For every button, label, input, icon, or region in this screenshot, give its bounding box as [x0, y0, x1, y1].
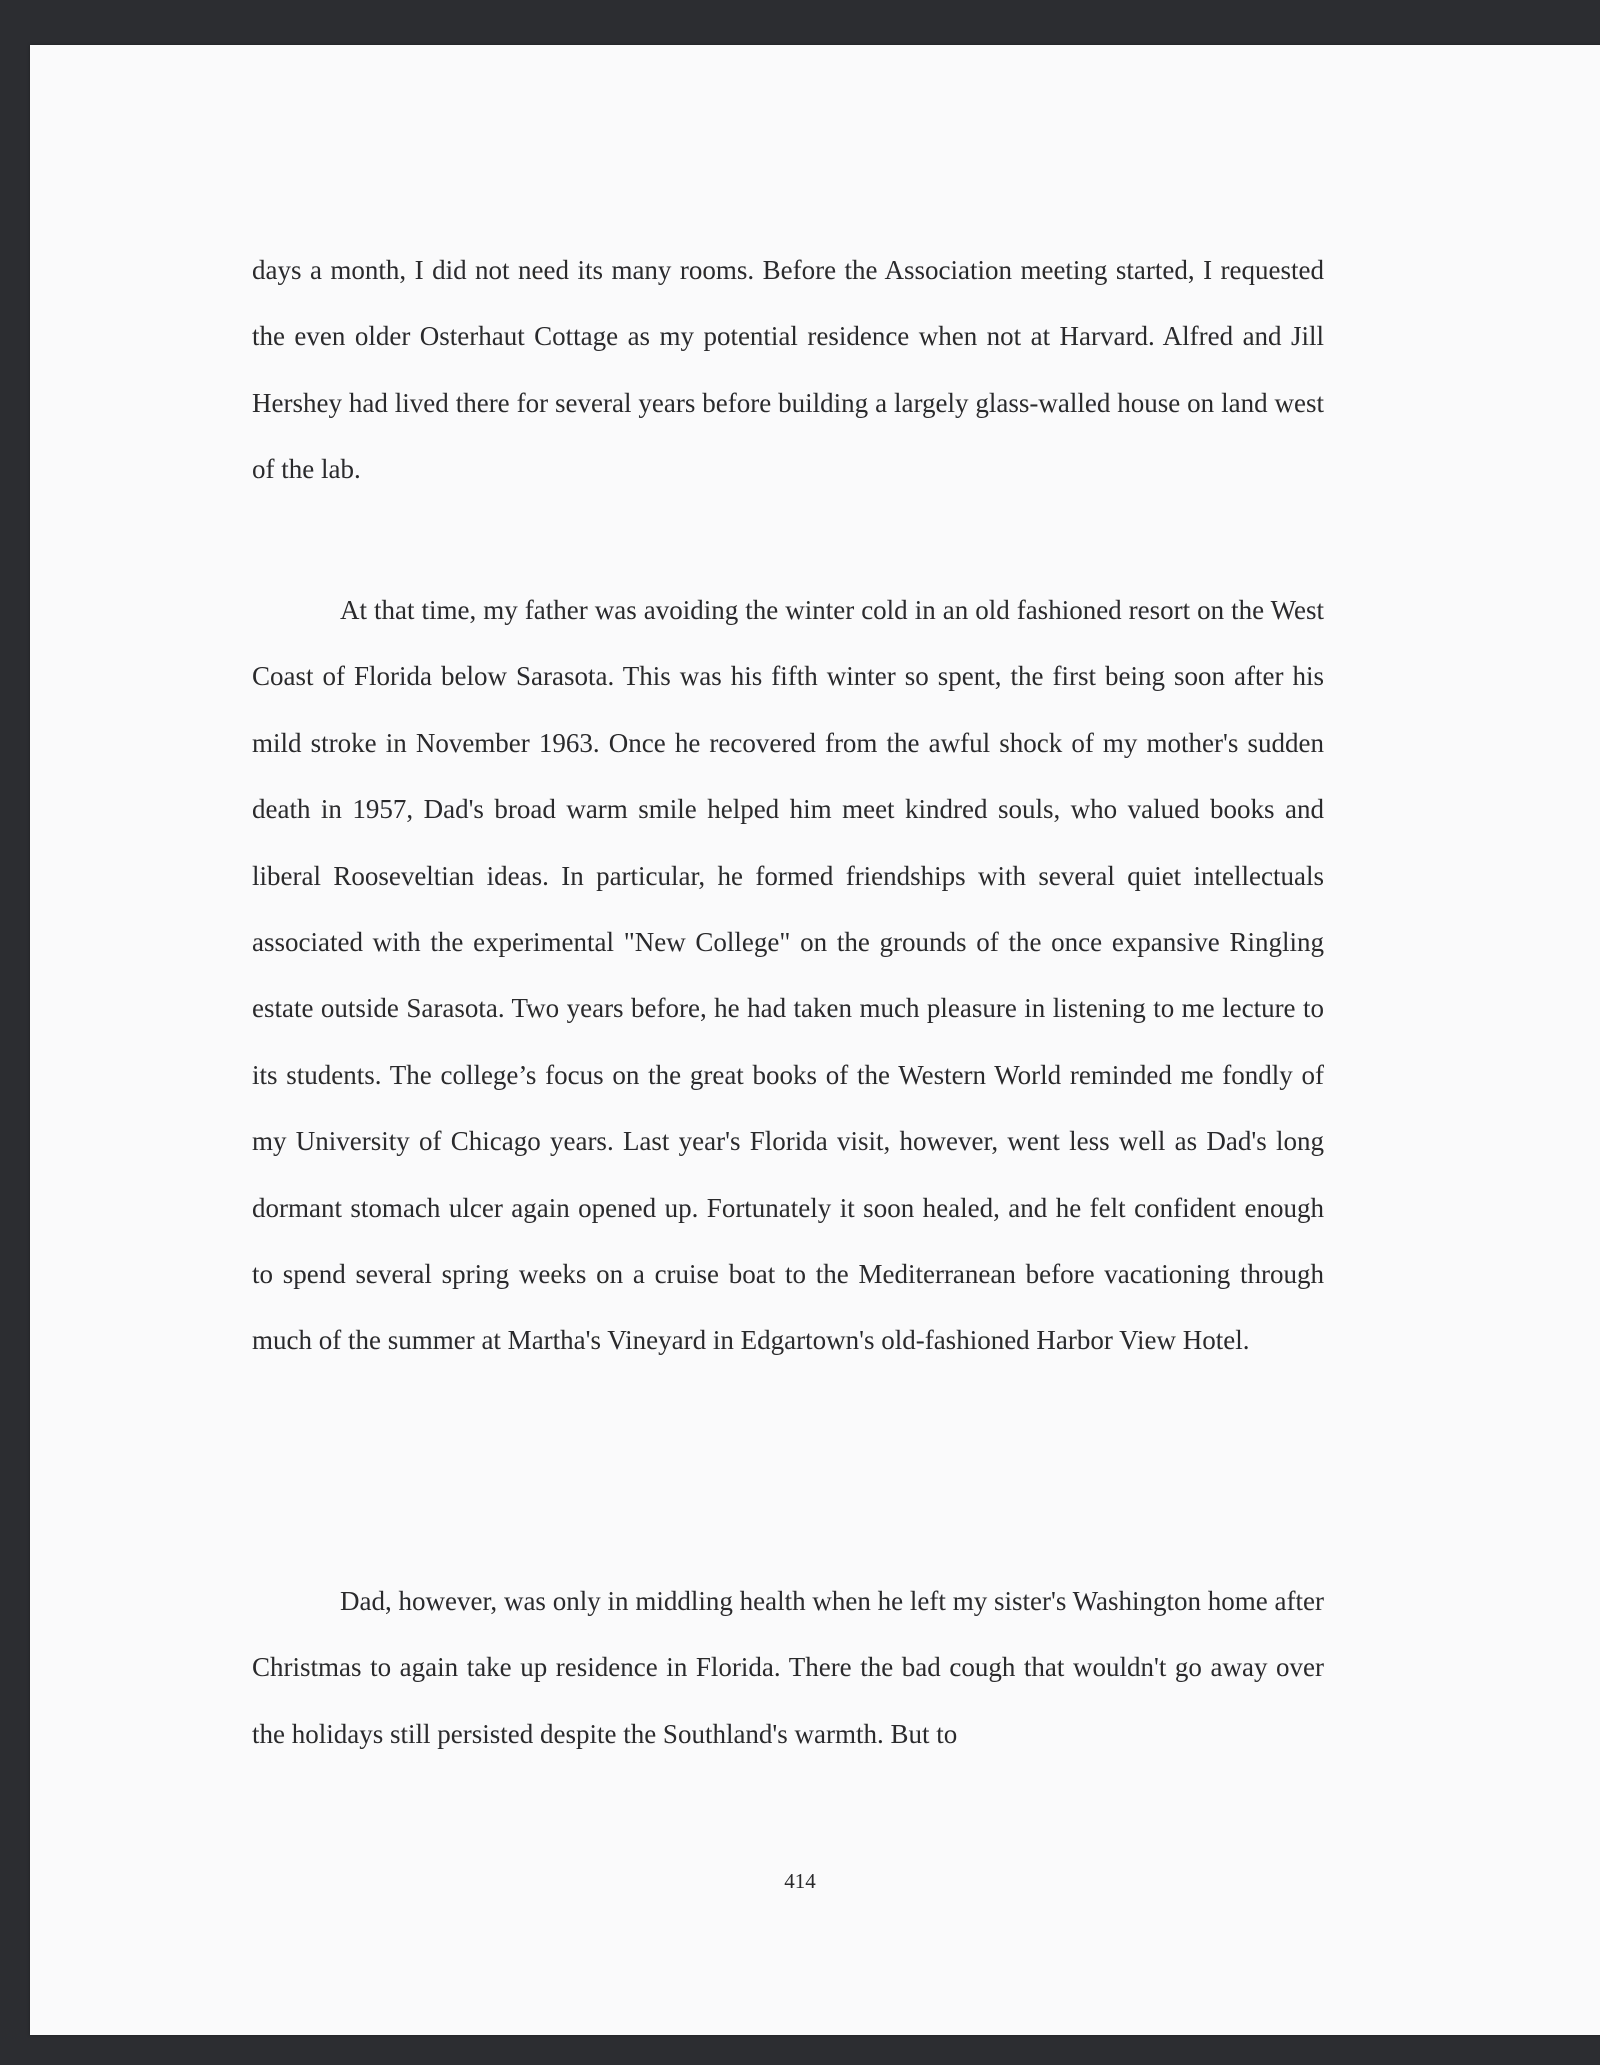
paragraph-1: days a month, I did not need its many rooms. Before the Association meeting started, I requested the even older Osterhaut Cottage as my potential residence when not at Harvard. Alfred and Jill Hershey had lived there for several years before building a largely glass-walled house on land west of the lab.	[252, 255, 1324, 485]
paragraph-2: At that time, my father was avoiding the winter cold in an old fashioned resort on the West Coast of Florida below Sarasota. This was his fifth winter so spent, the first being soon after his mild stroke in November 1963. Once he recovered from the awful shock of my mother's sudden death in 1957, Dad's broad warm smile helped him meet kindred souls, who valued books and liberal Rooseveltian ideas. In particular, he formed friendships with several quiet intellectuals associated with the experimental "New College" on the grounds of the once expansive Ringling estate outside Sarasota. Two years before, he had taken much pleasure in listening to me lecture to its students. The college’s focus on the great books of the Western World reminded me fondly of my University of Chicago years. Last year's Florida visit, however, went less well as Dad's long dormant stomach ulcer again opened up. Fortunately it soon healed, and he felt confident enough to spend several spring weeks on a cruise boat to the Mediterranean before vacationing through much of the summer at Martha's Vineyard in Edgartown's old-fashioned Harbor View Hotel.	[252, 595, 1324, 1356]
paragraph-3: Dad, however, was only in middling health when he left my sister's Washington home after Christmas to again take up residence in Florida. There the bad cough that wouldn't go away over the holidays still persisted despite the Southland's warmth. But to	[252, 1586, 1324, 1749]
page-number: 414	[784, 1869, 816, 1893]
